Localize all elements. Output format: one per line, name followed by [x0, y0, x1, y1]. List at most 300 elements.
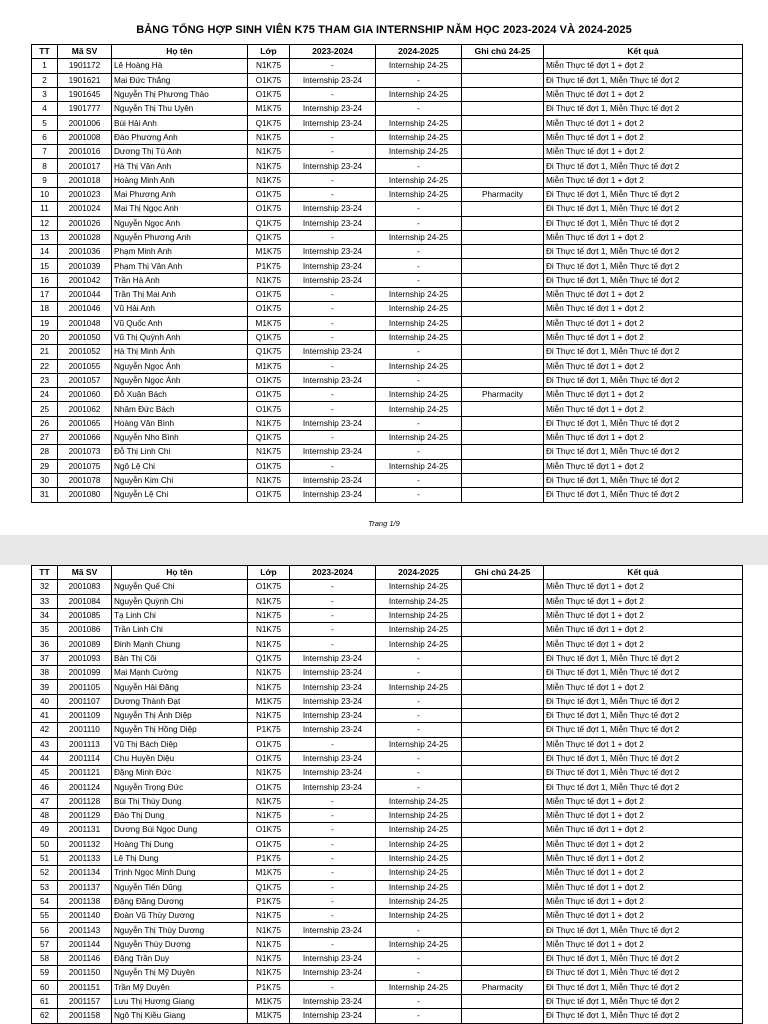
cell-ket-qua: Miễn Thực tế đợt 1 + đợt 2	[544, 737, 743, 751]
table-row	[32, 851, 743, 865]
cell-ghi-chu	[462, 488, 544, 502]
cell-ket-qua: Miễn Thực tế đợt 1 + đợt 2	[544, 866, 743, 880]
cell-ket-qua: Miễn Thực tế đợt 1 + đợt 2	[544, 288, 743, 302]
cell-ma-sv: 2001080	[58, 488, 112, 502]
cell-lop: N1K75	[248, 608, 290, 622]
table-row	[32, 980, 743, 994]
cell-nam-2023-2024: -	[290, 388, 376, 402]
cell-ket-qua: Miễn Thực tế đợt 1 + đợt 2	[544, 594, 743, 608]
cell-nam-2024-2025: -	[376, 780, 462, 794]
table-row	[32, 431, 743, 445]
cell-ghi-chu	[462, 59, 544, 73]
cell-ho-ten: Đào Phương Anh	[112, 130, 248, 144]
cell-ma-sv: 2001055	[58, 359, 112, 373]
cell-ghi-chu	[462, 680, 544, 694]
table-row	[32, 273, 743, 287]
cell-nam-2024-2025: -	[376, 345, 462, 359]
cell-ket-qua: Đi Thực tế đợt 1, Miễn Thực tế đợt 2	[544, 1009, 743, 1023]
column-header-ma-sv: Mã SV	[58, 45, 112, 59]
cell-nam-2023-2024: -	[290, 980, 376, 994]
cell-ho-ten: Đặng Minh Đức	[112, 766, 248, 780]
cell-tt: 4	[32, 102, 58, 116]
cell-lop: P1K75	[248, 894, 290, 908]
cell-ma-sv: 2001066	[58, 431, 112, 445]
cell-ghi-chu	[462, 473, 544, 487]
cell-ghi-chu	[462, 345, 544, 359]
cell-tt: 30	[32, 473, 58, 487]
cell-lop: M1K75	[248, 866, 290, 880]
cell-lop: O1K75	[248, 202, 290, 216]
cell-ghi-chu	[462, 402, 544, 416]
cell-tt: 34	[32, 608, 58, 622]
cell-nam-2024-2025: Internship 24-25	[376, 130, 462, 144]
cell-tt: 59	[32, 966, 58, 980]
cell-lop: N1K75	[248, 923, 290, 937]
cell-nam-2024-2025: Internship 24-25	[376, 866, 462, 880]
cell-ho-ten: Bàn Thị Côi	[112, 651, 248, 665]
cell-ho-ten: Đỗ Thị Linh Chi	[112, 445, 248, 459]
cell-tt: 52	[32, 866, 58, 880]
cell-nam-2023-2024: Internship 23-24	[290, 766, 376, 780]
cell-ma-sv: 2001008	[58, 130, 112, 144]
cell-ghi-chu	[462, 794, 544, 808]
cell-tt: 18	[32, 302, 58, 316]
cell-tt: 49	[32, 823, 58, 837]
cell-tt: 25	[32, 402, 58, 416]
table-row	[32, 594, 743, 608]
table-row	[32, 1009, 743, 1023]
cell-tt: 17	[32, 288, 58, 302]
cell-nam-2023-2024: -	[290, 459, 376, 473]
cell-ma-sv: 2001089	[58, 637, 112, 651]
cell-ma-sv: 2001109	[58, 708, 112, 722]
table-row	[32, 173, 743, 187]
cell-ma-sv: 2001157	[58, 994, 112, 1008]
cell-ma-sv: 2001110	[58, 723, 112, 737]
table-row	[32, 880, 743, 894]
cell-ma-sv: 2001050	[58, 330, 112, 344]
table-row	[32, 202, 743, 216]
cell-ghi-chu	[462, 809, 544, 823]
cell-ghi-chu	[462, 737, 544, 751]
cell-tt: 57	[32, 937, 58, 951]
cell-tt: 29	[32, 459, 58, 473]
cell-ket-qua: Đi Thực tế đợt 1, Miễn Thực tế đợt 2	[544, 923, 743, 937]
cell-ma-sv: 2001146	[58, 952, 112, 966]
cell-nam-2023-2024: -	[290, 288, 376, 302]
cell-lop: Q1K75	[248, 880, 290, 894]
cell-lop: N1K75	[248, 445, 290, 459]
table-row	[32, 608, 743, 622]
cell-lop: O1K75	[248, 302, 290, 316]
cell-ma-sv: 2001137	[58, 880, 112, 894]
cell-nam-2023-2024: -	[290, 59, 376, 73]
cell-nam-2024-2025: Internship 24-25	[376, 809, 462, 823]
cell-nam-2024-2025: Internship 24-25	[376, 823, 462, 837]
cell-ghi-chu	[462, 909, 544, 923]
cell-nam-2023-2024: -	[290, 794, 376, 808]
cell-ho-ten: Nguyễn Quỳnh Chi	[112, 594, 248, 608]
cell-tt: 50	[32, 837, 58, 851]
cell-ket-qua: Đi Thực tế đợt 1, Miễn Thực tế đợt 2	[544, 994, 743, 1008]
table-row	[32, 130, 743, 144]
cell-ho-ten: Đinh Mạnh Chung	[112, 637, 248, 651]
cell-nam-2023-2024: -	[290, 359, 376, 373]
table-row	[32, 651, 743, 665]
cell-ma-sv: 2001084	[58, 594, 112, 608]
cell-tt: 35	[32, 623, 58, 637]
cell-ho-ten: Phạm Minh Anh	[112, 245, 248, 259]
cell-nam-2023-2024: Internship 23-24	[290, 259, 376, 273]
cell-ma-sv: 2001057	[58, 373, 112, 387]
table-row	[32, 837, 743, 851]
cell-ket-qua: Đi Thực tế đợt 1, Miễn Thực tế đợt 2	[544, 488, 743, 502]
table-row	[32, 59, 743, 73]
cell-ket-qua: Đi Thực tế đợt 1, Miễn Thực tế đợt 2	[544, 751, 743, 765]
cell-ket-qua: Miễn Thực tế đợt 1 + đợt 2	[544, 937, 743, 951]
cell-ho-ten: Nguyễn Phương Anh	[112, 230, 248, 244]
cell-ho-ten: Nguyễn Thị Phương Thảo	[112, 87, 248, 101]
cell-ma-sv: 2001006	[58, 116, 112, 130]
cell-ket-qua: Đi Thực tế đợt 1, Miễn Thực tế đợt 2	[544, 416, 743, 430]
cell-lop: N1K75	[248, 708, 290, 722]
cell-ma-sv: 2001093	[58, 651, 112, 665]
cell-ghi-chu	[462, 994, 544, 1008]
cell-lop: Q1K75	[248, 345, 290, 359]
cell-lop: P1K75	[248, 259, 290, 273]
cell-ho-ten: Phạm Thị Vân Anh	[112, 259, 248, 273]
cell-nam-2024-2025: Internship 24-25	[376, 145, 462, 159]
cell-tt: 6	[32, 130, 58, 144]
cell-nam-2024-2025: Internship 24-25	[376, 230, 462, 244]
cell-nam-2024-2025: Internship 24-25	[376, 637, 462, 651]
cell-ghi-chu	[462, 937, 544, 951]
table-row	[32, 994, 743, 1008]
table-row	[32, 666, 743, 680]
cell-ket-qua: Đi Thực tế đợt 1, Miễn Thực tế đợt 2	[544, 980, 743, 994]
cell-nam-2023-2024: -	[290, 851, 376, 865]
cell-nam-2024-2025: -	[376, 216, 462, 230]
cell-tt: 61	[32, 994, 58, 1008]
cell-lop: P1K75	[248, 980, 290, 994]
table-header-row	[32, 45, 743, 59]
cell-nam-2023-2024: -	[290, 894, 376, 908]
cell-nam-2024-2025: Internship 24-25	[376, 359, 462, 373]
cell-ket-qua: Đi Thực tế đợt 1, Miễn Thực tế đợt 2	[544, 373, 743, 387]
cell-tt: 11	[32, 202, 58, 216]
cell-nam-2023-2024: Internship 23-24	[290, 680, 376, 694]
table-row	[32, 216, 743, 230]
cell-ho-ten: Lê Hoàng Hà	[112, 59, 248, 73]
cell-lop: N1K75	[248, 809, 290, 823]
cell-ho-ten: Nguyễn Thị Mỹ Duyên	[112, 966, 248, 980]
cell-nam-2023-2024: -	[290, 809, 376, 823]
cell-nam-2024-2025: -	[376, 259, 462, 273]
cell-ghi-chu	[462, 316, 544, 330]
cell-ho-ten: Mai Thị Ngọc Anh	[112, 202, 248, 216]
cell-ket-qua: Miễn Thực tế đợt 1 + đợt 2	[544, 330, 743, 344]
cell-ket-qua: Miễn Thực tế đợt 1 + đợt 2	[544, 402, 743, 416]
cell-ghi-chu	[462, 459, 544, 473]
cell-nam-2023-2024: Internship 23-24	[290, 73, 376, 87]
cell-ho-ten: Đào Thị Dung	[112, 809, 248, 823]
cell-nam-2023-2024: Internship 23-24	[290, 751, 376, 765]
cell-nam-2023-2024: Internship 23-24	[290, 1009, 376, 1023]
table-row	[32, 809, 743, 823]
cell-ghi-chu	[462, 894, 544, 908]
cell-tt: 47	[32, 794, 58, 808]
cell-lop: N1K75	[248, 145, 290, 159]
cell-tt: 1	[32, 59, 58, 73]
cell-nam-2024-2025: -	[376, 245, 462, 259]
cell-ma-sv: 2001151	[58, 980, 112, 994]
cell-nam-2023-2024: Internship 23-24	[290, 952, 376, 966]
cell-ghi-chu	[462, 623, 544, 637]
column-header-ket-qua: Kết quả	[544, 45, 743, 59]
cell-tt: 33	[32, 594, 58, 608]
cell-ma-sv: 2001028	[58, 230, 112, 244]
cell-tt: 42	[32, 723, 58, 737]
cell-nam-2023-2024: -	[290, 173, 376, 187]
cell-ma-sv: 2001134	[58, 866, 112, 880]
table-row	[32, 245, 743, 259]
cell-nam-2023-2024: Internship 23-24	[290, 780, 376, 794]
cell-ma-sv: 2001075	[58, 459, 112, 473]
cell-ghi-chu	[462, 1009, 544, 1023]
cell-lop: M1K75	[248, 316, 290, 330]
cell-ket-qua: Miễn Thực tế đợt 1 + đợt 2	[544, 173, 743, 187]
cell-ket-qua: Miễn Thực tế đợt 1 + đợt 2	[544, 623, 743, 637]
cell-ghi-chu	[462, 73, 544, 87]
cell-ma-sv: 2001121	[58, 766, 112, 780]
cell-tt: 23	[32, 373, 58, 387]
cell-ghi-chu	[462, 87, 544, 101]
cell-nam-2024-2025: Internship 24-25	[376, 623, 462, 637]
cell-ma-sv: 2001052	[58, 345, 112, 359]
table-row	[32, 116, 743, 130]
cell-ma-sv: 2001158	[58, 1009, 112, 1023]
table-row	[32, 937, 743, 951]
cell-ket-qua: Miễn Thực tế đợt 1 + đợt 2	[544, 909, 743, 923]
table-row	[32, 230, 743, 244]
cell-nam-2024-2025: -	[376, 373, 462, 387]
cell-nam-2024-2025: Internship 24-25	[376, 937, 462, 951]
cell-ghi-chu	[462, 666, 544, 680]
cell-ket-qua: Miễn Thực tế đợt 1 + đợt 2	[544, 302, 743, 316]
cell-lop: Q1K75	[248, 230, 290, 244]
cell-lop: N1K75	[248, 594, 290, 608]
cell-ma-sv: 1901645	[58, 87, 112, 101]
cell-nam-2023-2024: Internship 23-24	[290, 202, 376, 216]
page-separator	[0, 535, 768, 565]
cell-tt: 15	[32, 259, 58, 273]
cell-lop: M1K75	[248, 245, 290, 259]
cell-ghi-chu	[462, 245, 544, 259]
cell-nam-2023-2024: Internship 23-24	[290, 345, 376, 359]
cell-lop: N1K75	[248, 173, 290, 187]
cell-ghi-chu	[462, 823, 544, 837]
cell-tt: 39	[32, 680, 58, 694]
cell-ho-ten: Mai Phương Anh	[112, 187, 248, 201]
cell-ket-qua: Miễn Thực tế đợt 1 + đợt 2	[544, 837, 743, 851]
column-header-nam-2023-2024: 2023-2024	[290, 45, 376, 59]
cell-ma-sv: 2001065	[58, 416, 112, 430]
cell-ghi-chu	[462, 116, 544, 130]
cell-ho-ten: Hoàng Văn Bình	[112, 416, 248, 430]
cell-ma-sv: 2001044	[58, 288, 112, 302]
cell-ket-qua: Đi Thực tế đợt 1, Miễn Thực tế đợt 2	[544, 694, 743, 708]
cell-ket-qua: Đi Thực tế đợt 1, Miễn Thực tế đợt 2	[544, 723, 743, 737]
cell-nam-2024-2025: Internship 24-25	[376, 187, 462, 201]
table-row	[32, 794, 743, 808]
table-row	[32, 402, 743, 416]
cell-ket-qua: Đi Thực tế đợt 1, Miễn Thực tế đợt 2	[544, 345, 743, 359]
cell-ket-qua: Miễn Thực tế đợt 1 + đợt 2	[544, 230, 743, 244]
table-row	[32, 923, 743, 937]
table-row	[32, 302, 743, 316]
cell-ma-sv: 2001018	[58, 173, 112, 187]
cell-ghi-chu	[462, 766, 544, 780]
cell-ho-ten: Đoàn Vũ Thùy Dương	[112, 909, 248, 923]
cell-nam-2024-2025: -	[376, 473, 462, 487]
cell-ho-ten: Dương Thị Tú Anh	[112, 145, 248, 159]
table-row	[32, 416, 743, 430]
cell-nam-2024-2025: -	[376, 651, 462, 665]
cell-nam-2024-2025: -	[376, 966, 462, 980]
cell-nam-2024-2025: -	[376, 694, 462, 708]
cell-ma-sv: 2001023	[58, 187, 112, 201]
cell-nam-2024-2025: -	[376, 952, 462, 966]
cell-nam-2024-2025: Internship 24-25	[376, 680, 462, 694]
cell-tt: 46	[32, 780, 58, 794]
cell-tt: 27	[32, 431, 58, 445]
cell-ho-ten: Nguyễn Ngọc Anh	[112, 216, 248, 230]
table-row	[32, 187, 743, 201]
cell-nam-2024-2025: Internship 24-25	[376, 87, 462, 101]
cell-tt: 37	[32, 651, 58, 665]
cell-ket-qua: Miễn Thực tế đợt 1 + đợt 2	[544, 580, 743, 594]
cell-tt: 16	[32, 273, 58, 287]
cell-ghi-chu	[462, 866, 544, 880]
cell-ghi-chu	[462, 751, 544, 765]
cell-nam-2023-2024: Internship 23-24	[290, 416, 376, 430]
cell-nam-2024-2025: -	[376, 273, 462, 287]
cell-ma-sv: 2001113	[58, 737, 112, 751]
cell-ma-sv: 1901621	[58, 73, 112, 87]
cell-tt: 24	[32, 388, 58, 402]
cell-lop: Q1K75	[248, 651, 290, 665]
cell-ghi-chu	[462, 302, 544, 316]
cell-ket-qua: Đi Thực tế đợt 1, Miễn Thực tế đợt 2	[544, 102, 743, 116]
cell-lop: O1K75	[248, 737, 290, 751]
cell-ho-ten: Nguyễn Quế Chi	[112, 580, 248, 594]
cell-nam-2024-2025: Internship 24-25	[376, 302, 462, 316]
table-row	[32, 623, 743, 637]
cell-ma-sv: 1901777	[58, 102, 112, 116]
cell-nam-2024-2025: Internship 24-25	[376, 388, 462, 402]
cell-nam-2023-2024: -	[290, 880, 376, 894]
cell-nam-2024-2025: Internship 24-25	[376, 459, 462, 473]
cell-lop: O1K75	[248, 837, 290, 851]
column-header-ghi-chu: Ghi chú 24-25	[462, 45, 544, 59]
cell-ghi-chu	[462, 952, 544, 966]
cell-ma-sv: 2001099	[58, 666, 112, 680]
cell-ghi-chu	[462, 259, 544, 273]
cell-nam-2024-2025: Internship 24-25	[376, 794, 462, 808]
cell-nam-2023-2024: Internship 23-24	[290, 708, 376, 722]
cell-lop: N1K75	[248, 952, 290, 966]
cell-ma-sv: 2001107	[58, 694, 112, 708]
cell-tt: 2	[32, 73, 58, 87]
table-row	[32, 102, 743, 116]
cell-ket-qua: Đi Thực tế đợt 1, Miễn Thực tế đợt 2	[544, 187, 743, 201]
cell-ket-qua: Đi Thực tế đợt 1, Miễn Thực tế đợt 2	[544, 273, 743, 287]
cell-ma-sv: 2001124	[58, 780, 112, 794]
cell-nam-2023-2024: -	[290, 737, 376, 751]
cell-ghi-chu	[462, 594, 544, 608]
table-row	[32, 316, 743, 330]
column-header-ho-ten: Họ tên	[112, 566, 248, 580]
column-header-nam-2023-2024: 2023-2024	[290, 566, 376, 580]
cell-ma-sv: 2001036	[58, 245, 112, 259]
cell-ma-sv: 2001024	[58, 202, 112, 216]
cell-ghi-chu	[462, 608, 544, 622]
cell-lop: M1K75	[248, 102, 290, 116]
cell-nam-2023-2024: -	[290, 608, 376, 622]
cell-lop: M1K75	[248, 359, 290, 373]
cell-tt: 60	[32, 980, 58, 994]
cell-nam-2023-2024: -	[290, 823, 376, 837]
column-header-ma-sv: Mã SV	[58, 566, 112, 580]
cell-tt: 19	[32, 316, 58, 330]
cell-nam-2024-2025: -	[376, 751, 462, 765]
cell-lop: O1K75	[248, 751, 290, 765]
cell-ma-sv: 2001144	[58, 937, 112, 951]
cell-tt: 32	[32, 580, 58, 594]
table-row	[32, 459, 743, 473]
cell-nam-2023-2024: Internship 23-24	[290, 723, 376, 737]
cell-ghi-chu	[462, 202, 544, 216]
cell-ket-qua: Đi Thực tế đợt 1, Miễn Thực tế đợt 2	[544, 202, 743, 216]
cell-ket-qua: Đi Thực tế đợt 1, Miễn Thực tế đợt 2	[544, 445, 743, 459]
cell-nam-2024-2025: Internship 24-25	[376, 330, 462, 344]
cell-ket-qua: Miễn Thực tế đợt 1 + đợt 2	[544, 116, 743, 130]
cell-ho-ten: Bùi Thị Thùy Dung	[112, 794, 248, 808]
table-row	[32, 445, 743, 459]
cell-ho-ten: Hà Thị Vân Anh	[112, 159, 248, 173]
cell-lop: O1K75	[248, 288, 290, 302]
cell-nam-2024-2025: Internship 24-25	[376, 608, 462, 622]
cell-tt: 53	[32, 880, 58, 894]
table-row	[32, 866, 743, 880]
cell-lop: M1K75	[248, 1009, 290, 1023]
cell-ma-sv: 2001150	[58, 966, 112, 980]
cell-lop: N1K75	[248, 937, 290, 951]
cell-lop: N1K75	[248, 794, 290, 808]
cell-nam-2023-2024: Internship 23-24	[290, 273, 376, 287]
document-page-2	[0, 565, 768, 1024]
cell-nam-2023-2024: Internship 23-24	[290, 923, 376, 937]
cell-ho-ten: Ngô Thị Kiều Giang	[112, 1009, 248, 1023]
cell-nam-2023-2024: -	[290, 866, 376, 880]
cell-ho-ten: Vũ Thị Quỳnh Anh	[112, 330, 248, 344]
cell-nam-2023-2024: Internship 23-24	[290, 966, 376, 980]
cell-nam-2023-2024: Internship 23-24	[290, 373, 376, 387]
table-row	[32, 373, 743, 387]
column-header-lop: Lớp	[248, 45, 290, 59]
cell-ghi-chu	[462, 694, 544, 708]
cell-ma-sv: 2001042	[58, 273, 112, 287]
